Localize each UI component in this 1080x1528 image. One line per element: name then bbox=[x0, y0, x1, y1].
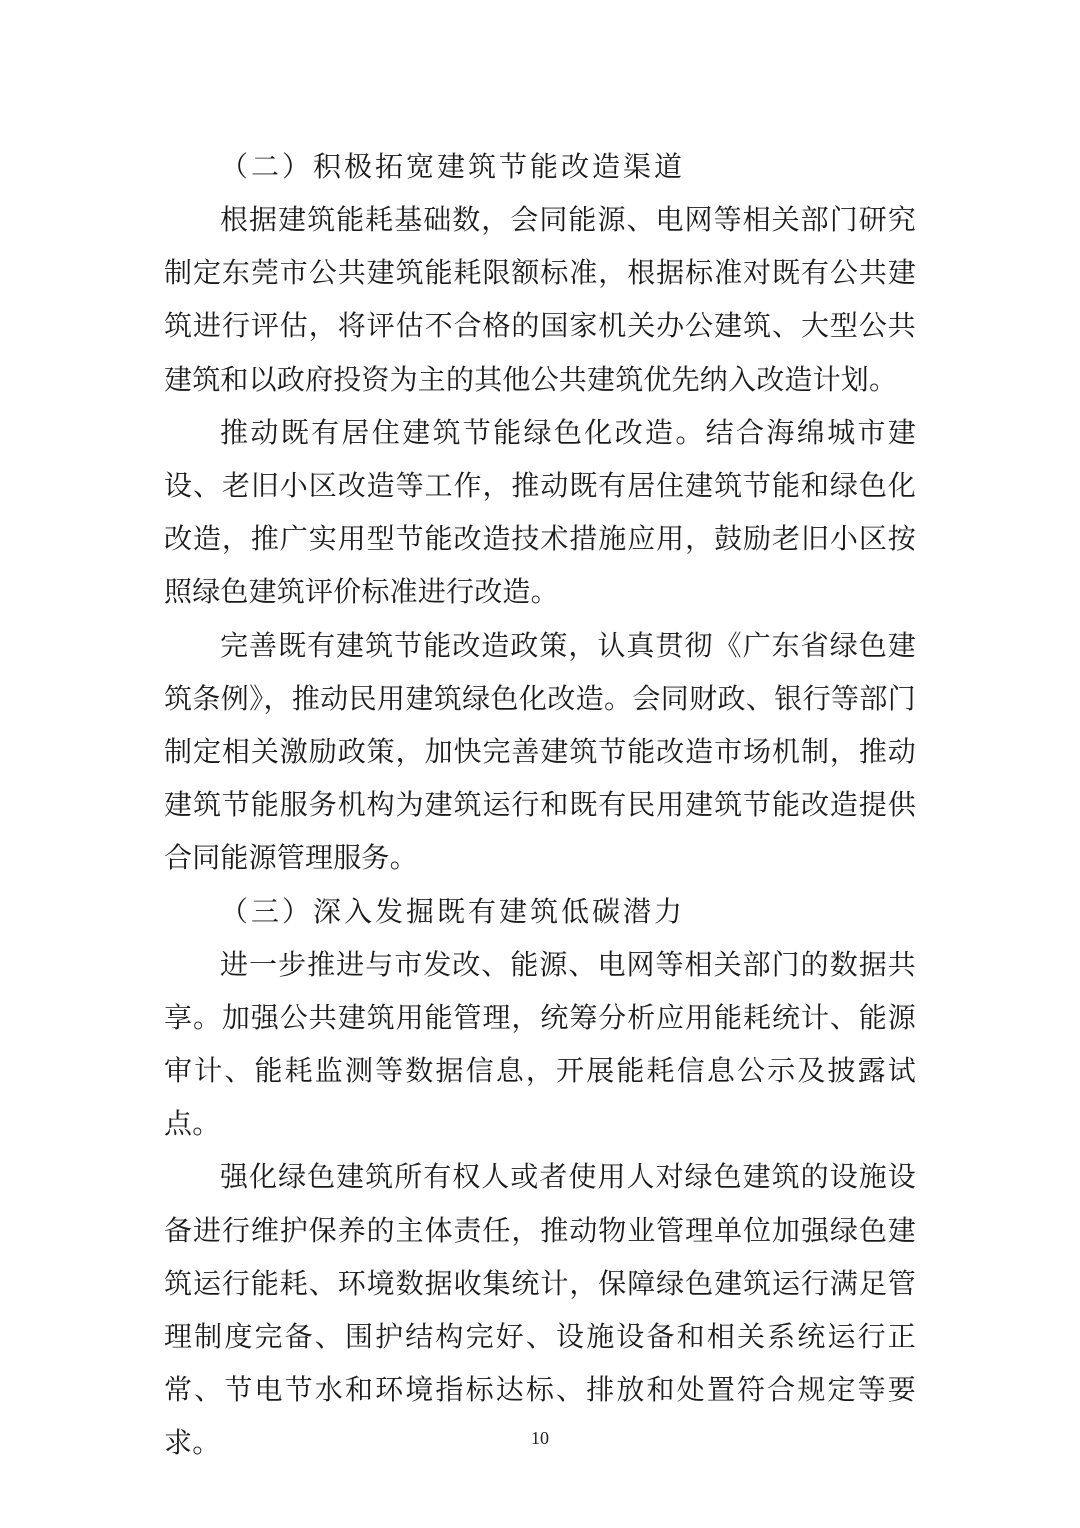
paragraph-retrofit-policy: 完善既有建筑节能改造政策，认真贯彻《广东省绿色建筑条例》，推动民用建筑绿色化改造。会同财政、银行等部门制定相关激励政策，加快完善建筑节能改造市场机制，推动建筑节能服务机构为建筑运行和既有民用建筑节能改造提供合同能源管理服务。 bbox=[164, 628, 916, 875]
section-heading-3: （三）深入发掘既有建筑低碳潜力 bbox=[220, 894, 686, 928]
paragraph-residential-retrofit: 推动既有居住建筑节能绿色化改造。结合海绵城市建设、老旧小区改造等工作，推动既有居住建筑节能和绿色化改造，推广实用型节能改造技术措施应用，鼓励老旧小区按照绿色建筑评价标准进行改造。 bbox=[164, 415, 916, 609]
paragraph-energy-limit-standard: 根据建筑能耗基础数，会同能源、电网等相关部门研究制定东莞市公共建筑能耗限额标准，根据标准对既有公共建筑进行评估，将评估不合格的国家机关办公建筑、大型公共建筑和以政府投资为主的其他公共建筑优先纳入改造计划。 bbox=[164, 203, 916, 396]
paragraph-data-sharing: 进一步推进与市发改、能源、电网等相关部门的数据共享。加强公共建筑用能管理，统筹分析应用能耗统计、能源审计、能耗监测等数据信息，开展能耗信息公示及披露试点。 bbox=[164, 947, 916, 1141]
document-body bbox=[164, 140, 916, 1470]
page-number: 10 bbox=[531, 1428, 549, 1448]
paragraph-maintenance-responsibility: 强化绿色建筑所有权人或者使用人对绿色建筑的设施设备进行维护保养的主体责任，推动物业管理单位加强绿色建筑运行能耗、环境数据收集统计，保障绿色建筑运行满足管理制度完备、围护结构完好、设施设备和相关系统运行正常、节电节水和环境指标达标、排放和处置符合规定等要求。 bbox=[164, 1160, 916, 1460]
section-heading-2: （二）积极拓宽建筑节能改造渠道 bbox=[220, 150, 686, 183]
